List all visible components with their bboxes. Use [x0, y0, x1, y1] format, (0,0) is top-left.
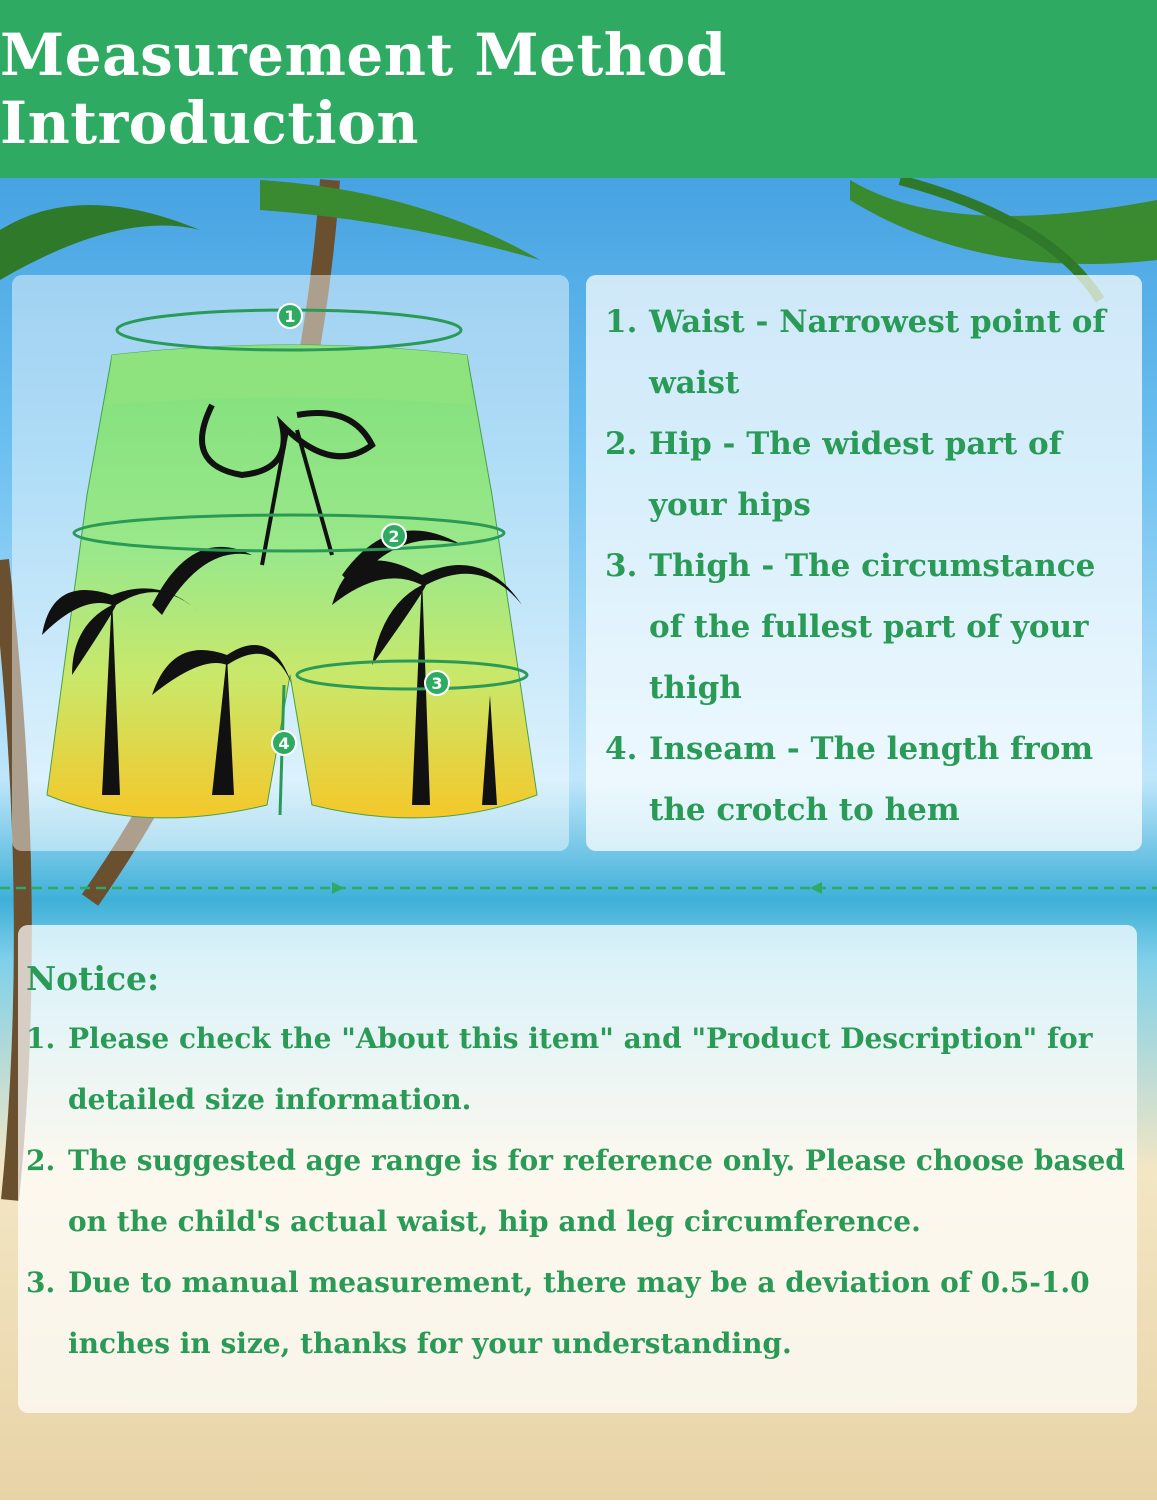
svg-text:2: 2	[388, 527, 400, 546]
title-banner	[0, 0, 1157, 178]
marker-4	[272, 731, 296, 755]
list-item: 2. Hip - The widest part of your hips	[605, 426, 1062, 523]
swim-shorts-illustration	[12, 275, 569, 851]
marker-3	[425, 671, 449, 695]
measurement-list	[605, 292, 1135, 841]
dashed-divider	[0, 880, 1157, 896]
marker-2	[382, 524, 406, 548]
arrow-left-icon	[810, 882, 822, 894]
notice-item: 2. The suggested age range is for reference only. Please choose based on the child's actual waist, hip and leg circumference.	[26, 1144, 1125, 1238]
notice-item: 3. Due to manual measurement, there may be a deviation of 0.5-1.0 inches in size, thanks for your understanding.	[26, 1266, 1090, 1360]
list-item: 3. Thigh - The circumstance of the fullest part of your thigh	[605, 548, 1096, 706]
notice-item: 1. Please check the "About this item" and "Product Description" for detailed size information.	[26, 1022, 1093, 1116]
arrow-right-icon	[332, 882, 344, 894]
svg-text:4: 4	[278, 734, 290, 753]
shorts-image-panel	[12, 275, 569, 851]
svg-text:3: 3	[431, 674, 443, 693]
svg-text:1: 1	[284, 307, 296, 326]
page-title: Measurement Method Introduction	[0, 21, 727, 157]
list-item: 1. Waist - Narrowest point of waist	[605, 304, 1106, 401]
notice-section	[26, 950, 1141, 1374]
list-item: 4. Inseam - The length from the crotch to hem	[605, 731, 1094, 828]
notice-title: Notice:	[26, 959, 160, 998]
waistband	[107, 345, 472, 405]
marker-1	[278, 304, 302, 328]
